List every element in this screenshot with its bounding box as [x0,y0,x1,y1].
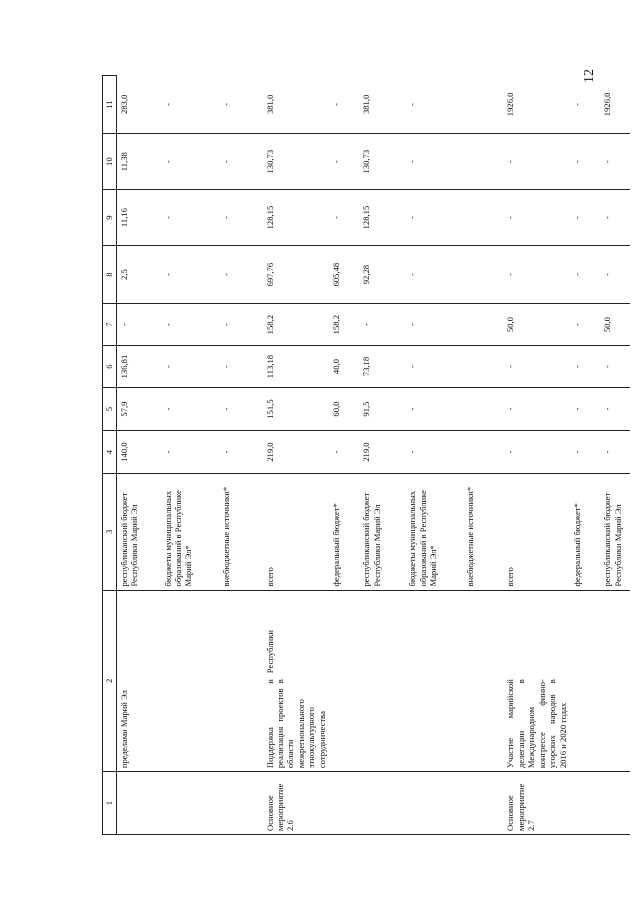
activity-cell [329,772,359,835]
activity-cell: Основное мероприятие 2.7 [503,772,570,835]
value-cell: - [600,190,630,246]
value-cell: - [161,304,219,346]
value-cell: - [219,76,263,134]
value-cell: 158,2 [329,304,359,346]
executor-cell [161,590,219,676]
header-cell: 4 [103,431,117,474]
executor-cell [405,590,463,676]
value-cell: 151,5 [263,388,330,431]
table-row [263,76,330,835]
value-cell: - [161,245,219,303]
activity-cell [359,772,405,835]
value-cell: - [161,76,219,134]
funding-source-cell: бюджеты муниципальных образований в Республике Марий Эл* [161,474,219,590]
activity-cell [463,772,503,835]
funding-source-cell: бюджеты муниципальных образований в Республике Марий Эл* [405,474,463,590]
header-cell: 11 [103,76,117,134]
executor-cell [570,590,600,676]
page-number: 12 [582,69,597,83]
table-row [161,76,219,835]
value-cell: - [405,245,463,303]
description-cell [570,676,600,771]
value-cell: - [219,304,263,346]
value-cell: 136,81 [117,346,161,388]
value-cell: 605,48 [329,245,359,303]
value-cell: - [503,134,570,190]
value-cell: - [329,76,359,134]
value-cell: 92,28 [359,245,405,303]
header-cell: 8 [103,245,117,303]
value-cell: - [405,134,463,190]
value-cell: 381,0 [263,76,330,134]
description-cell [600,676,630,771]
header-cell: 7 [103,304,117,346]
funding-source-cell: республиканский бюджет Республики Марий Эл [600,474,630,590]
funding-source-cell: республиканский бюджет Республики Марий Эл [117,474,161,590]
value-cell: 60,0 [329,388,359,431]
value-cell: 1926,0 [503,76,570,134]
value-cell: 381,0 [359,76,405,134]
value-cell: - [503,190,570,246]
description-cell: Поддержка и реализация проектов в области межрегионального этнокультурного сотрудничества [263,676,330,771]
value-cell: - [329,134,359,190]
value-cell: - [161,431,219,474]
value-cell: - [405,304,463,346]
value-cell: - [503,388,570,431]
funding-source-cell: внебюджетные источники* [463,474,503,590]
description-cell [329,676,359,771]
description-cell [359,676,405,771]
executor-cell: Республики [264,630,275,674]
table-row [359,76,405,835]
value-cell: 40,0 [329,346,359,388]
activity-cell [117,772,161,835]
value-cell: - [405,431,463,474]
value-cell [463,190,503,246]
value-cell: 113,18 [263,346,330,388]
value-cell: - [405,388,463,431]
table-row [503,76,570,835]
value-cell [463,388,503,431]
executor-cell [219,590,263,676]
value-cell: - [570,134,600,190]
activity-cell: Основное мероприятие 2.6 [263,772,330,835]
value-cell: 91,5 [359,388,405,431]
activity-cell [600,772,630,835]
value-cell [463,76,503,134]
value-cell: - [161,190,219,246]
table-row [463,76,503,835]
value-cell: - [570,346,600,388]
value-cell: - [405,76,463,134]
value-cell: - [405,346,463,388]
header-cell: 6 [103,346,117,388]
executor-cell [600,590,630,676]
value-cell: - [329,431,359,474]
table-row [405,76,463,835]
value-cell: 219,0 [263,431,330,474]
activity-cell [405,772,463,835]
value-cell: - [570,388,600,431]
value-cell [463,304,503,346]
value-cell: - [503,245,570,303]
funding-source-cell: федеральный бюджет* [570,474,600,590]
value-cell: - [329,190,359,246]
executor-cell [329,590,359,676]
value-cell: - [600,245,630,303]
value-cell: - [570,245,600,303]
value-cell: - [405,190,463,246]
value-cell: 158,2 [263,304,330,346]
description-cell [161,676,219,771]
description-cell: пределами Марий Эл [117,676,161,771]
value-cell: - [359,304,405,346]
table-row [219,76,263,835]
value-cell: 283,0 [117,76,161,134]
value-cell: 130,73 [359,134,405,190]
value-cell: - [161,134,219,190]
header-cell: 1 [103,772,117,835]
header-cell: 3 [103,474,117,590]
value-cell [463,245,503,303]
value-cell: - [600,346,630,388]
funding-source-cell: федеральный бюджет* [329,474,359,590]
value-cell: - [219,190,263,246]
funding-source-cell: республиканский бюджет Республики Марий Эл [359,474,405,590]
value-cell: 50,0 [503,304,570,346]
value-cell [463,346,503,388]
value-cell: - [117,304,161,346]
activity-cell [161,772,219,835]
value-cell [463,134,503,190]
value-cell: - [600,388,630,431]
funding-source-cell: всего [503,474,570,590]
executor-cell [117,590,161,676]
executor-cell [503,590,570,676]
value-cell: 73,18 [359,346,405,388]
value-cell: 11,16 [117,190,161,246]
executor-cell [359,590,405,676]
description-cell [405,676,463,771]
value-cell: - [570,431,600,474]
description-cell: Участие марийской делегации в Международном конгрессе финно-угорских народов в 2016 и 2020 годах [503,676,570,771]
value-cell: - [219,431,263,474]
value-cell: 2,5 [117,245,161,303]
table-row [600,76,630,835]
table-row [570,76,600,835]
value-cell: - [503,346,570,388]
value-cell [463,431,503,474]
table-row [329,76,359,835]
value-cell: 11,38 [117,134,161,190]
value-cell: 1926,0 [600,76,630,134]
value-cell: - [219,346,263,388]
activity-cell [570,772,600,835]
activity-cell [219,772,263,835]
table-row [117,76,161,835]
header-cell: 10 [103,134,117,190]
value-cell: - [219,134,263,190]
value-cell: 697,76 [263,245,330,303]
header-cell: 9 [103,190,117,246]
value-cell: - [219,245,263,303]
value-cell: - [503,431,570,474]
description-cell [463,676,503,771]
header-cell: 2 [103,590,117,772]
value-cell: 128,15 [359,190,405,246]
header-cell: 5 [103,388,117,431]
value-cell: 219,0 [359,431,405,474]
value-cell: - [570,76,600,134]
value-cell: 130,73 [263,134,330,190]
value-cell: - [219,388,263,431]
value-cell: 128,15 [263,190,330,246]
value-cell: 50,0 [600,304,630,346]
funding-source-cell: внебюджетные источники* [219,474,263,590]
value-cell: - [161,346,219,388]
executor-cell [463,590,503,676]
value-cell: 140,0 [117,431,161,474]
budget-table [102,75,630,835]
value-cell: - [161,388,219,431]
header-row [103,76,117,835]
rotated-table-container [102,75,623,835]
description-cell [219,676,263,771]
value-cell: - [600,431,630,474]
value-cell: - [570,304,600,346]
value-cell: - [600,134,630,190]
value-cell: 57,9 [117,388,161,431]
value-cell: - [570,190,600,246]
funding-source-cell: всего [263,474,330,590]
